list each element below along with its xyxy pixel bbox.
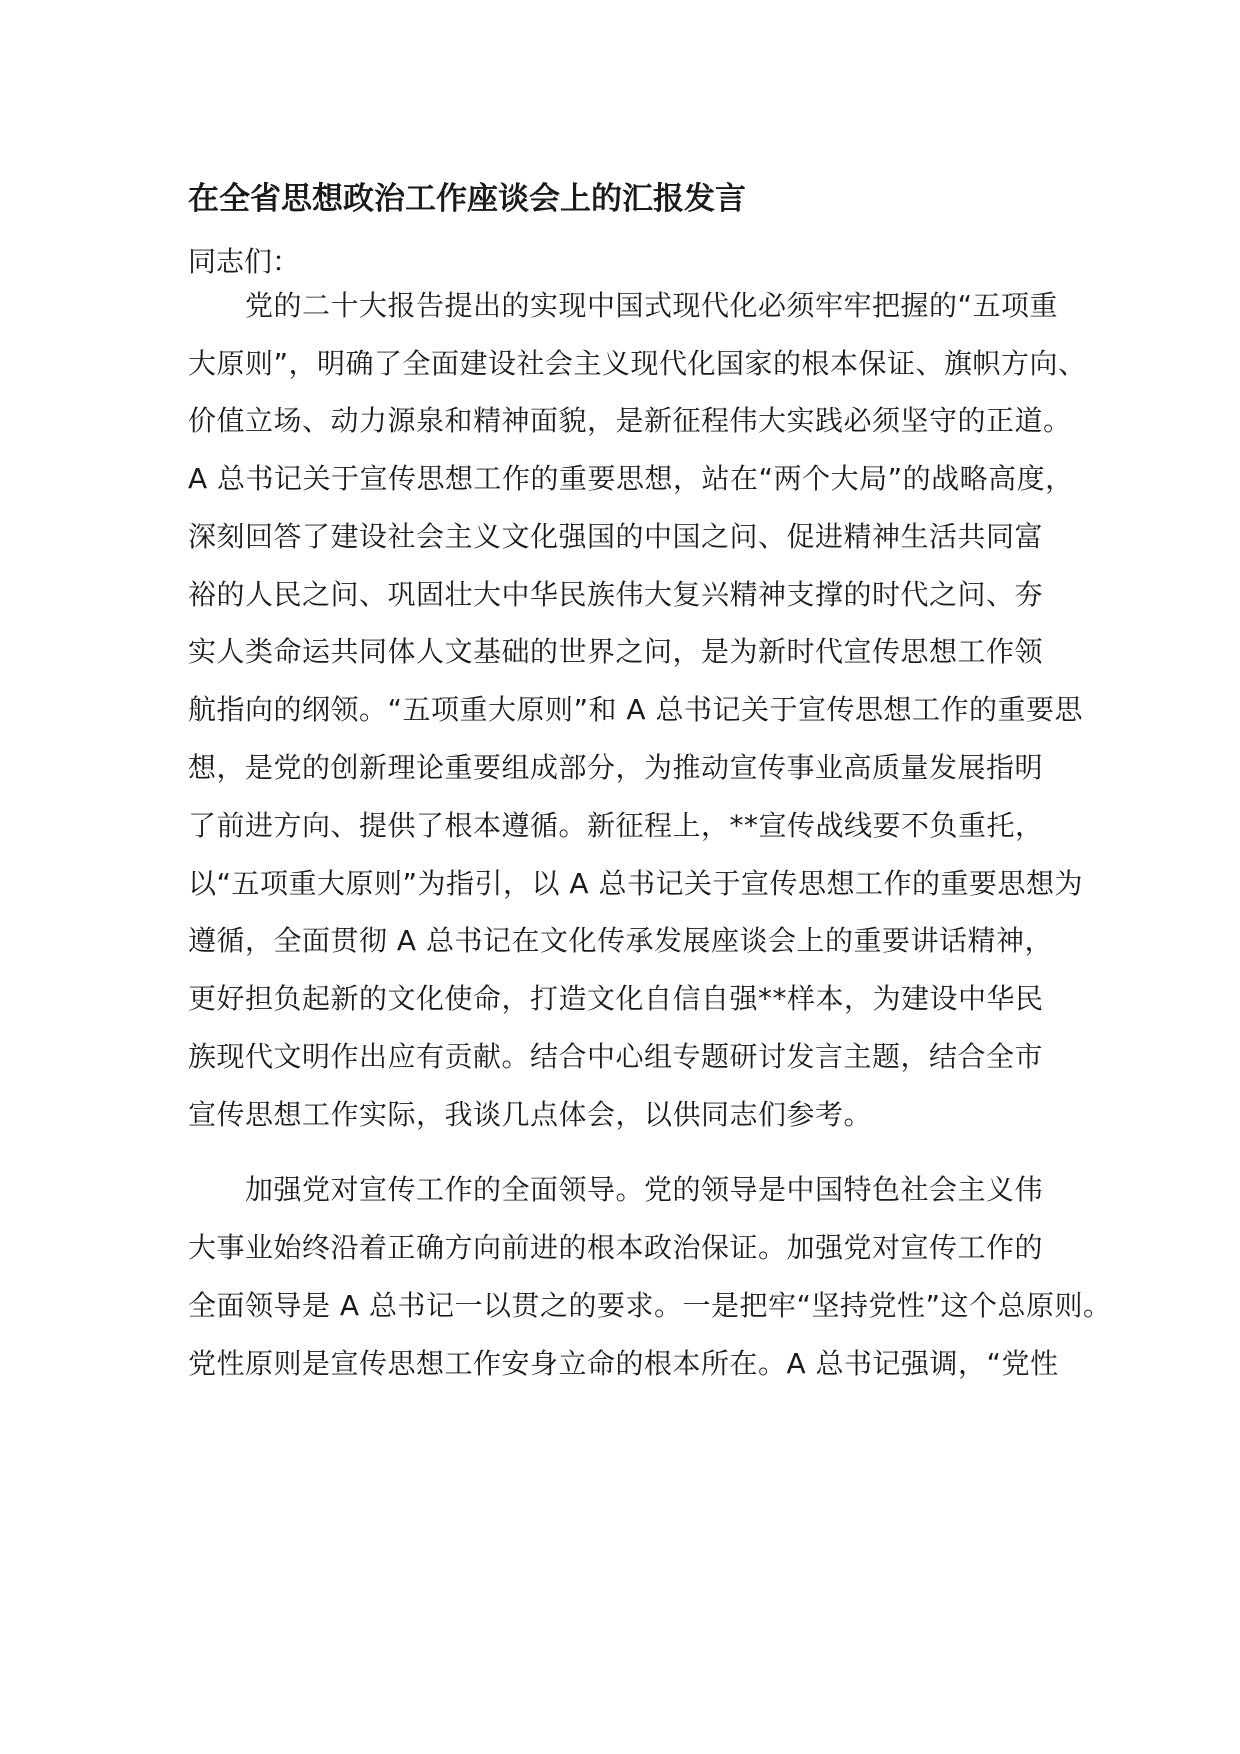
paragraph-line: A 总书记关于宣传思想工作的重要思想，站在“两个大局”的战略高度， [188,462,1074,495]
paragraph-line: 了前进方向、提供了根本遵循。新征程上，**宣传战线要不负重托， [188,809,1044,842]
paragraph-line: 加强党对宣传工作的全面领导。党的领导是中国特色社会主义伟 [188,1173,1044,1206]
paragraph-line: 宣传思想工作实际，我谈几点体会，以供同志们参考。 [188,1098,873,1131]
paragraph-line: 族现代文明作出应有贡献。结合中心组专题研讨发言主题，结合全市 [188,1040,1044,1073]
paragraph-line: 更好担负起新的文化使命，打造文化自信自强**样本，为建设中华民 [188,982,1044,1015]
document-title: 在全省思想政治工作座谈会上的汇报发言 [188,181,746,217]
paragraph-line: 党性原则是宣传思想工作安身立命的根本所在。A 总书记强调，“党性 [188,1347,1059,1380]
paragraph-line: 全面领导是 A 总书记一以贯之的要求。一是把牢“坚持党性”这个总原则。 [188,1289,1112,1322]
paragraph-line: 裕的人民之问、巩固壮大中华民族伟大复兴精神支撑的时代之问、夯 [188,578,1044,611]
paragraph-line: 航指向的纲领。“五项重大原则”和 A 总书记关于宣传思想工作的重要思 [188,693,1083,726]
salutation: 同志们： [188,245,301,278]
paragraph-line: 深刻回答了建设社会主义文化强国的中国之问、促进精神生活共同富 [188,520,1044,553]
paragraph-line: 大原则”，明确了全面建设社会主义现代化国家的根本保证、旗帜方向、 [188,347,1087,380]
paragraph-line: 想，是党的创新理论重要组成部分，为推动宣传事业高质量发展指明 [188,751,1044,784]
paragraph-line: 党的二十大报告提出的实现中国式现代化必须牢牢把握的“五项重 [188,289,1059,322]
paragraph-line: 以“五项重大原则”为指引，以 A 总书记关于宣传思想工作的重要思想为 [188,867,1083,900]
paragraph-line: 价值立场、动力源泉和精神面貌，是新征程伟大实践必须坚守的正道。 [188,404,1072,437]
paragraph-line: 大事业始终沿着正确方向前进的根本政治保证。加强党对宣传工作的 [188,1231,1044,1264]
paragraph-line: 实人类命运共同体人文基础的世界之问，是为新时代宣传思想工作领 [188,635,1044,668]
paragraph-line: 遵循，全面贯彻 A 总书记在文化传承发展座谈会上的重要讲话精神， [188,924,1053,957]
